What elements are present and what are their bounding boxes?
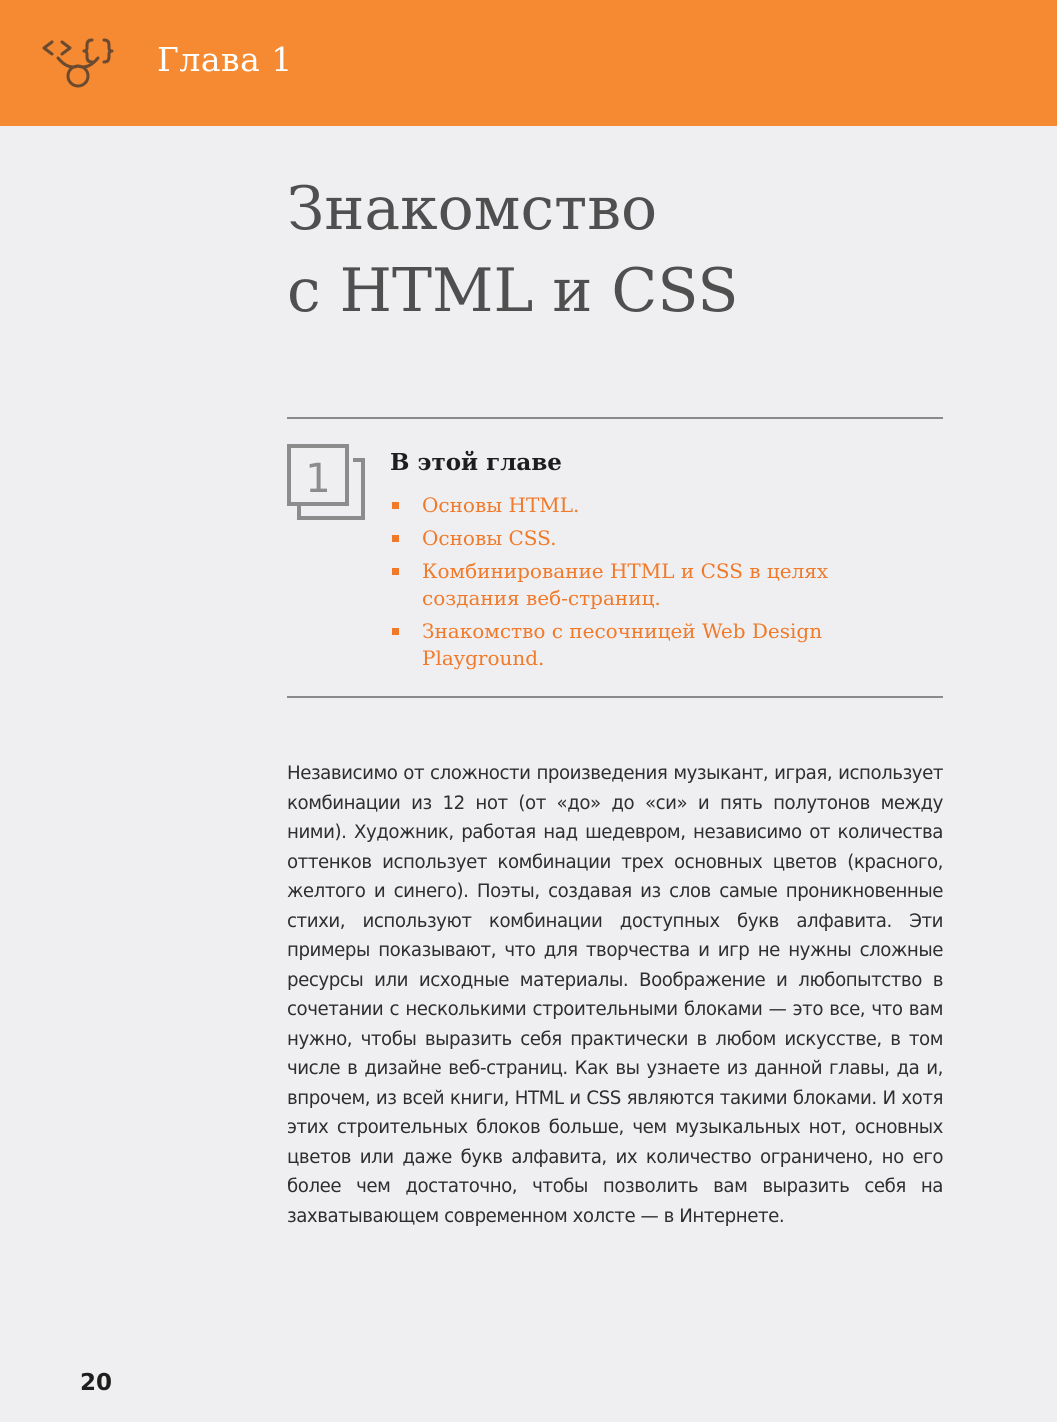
list-item: Знакомство с песочницей Web Design Playground. (390, 618, 910, 672)
chapter-number-icon (287, 442, 367, 522)
list-item: Комбинирование HTML и CSS в целях создания веб-страниц. (390, 558, 910, 612)
intro-paragraph: Независимо от сложности произведения музыкант, играя, использует комбинации из 12 нот (от «до» до «си» и пять полутонов между ними). Художник, работая над шедевром, независимо от количества оттенков использует комбинации трех основных цветов (красного, желтого и синего). Поэты, создавая из слов самые проникновенные стихи, используют комбинации доступных букв алфавита. Эти примеры показывают, что для творчества и игр не нужны сложные ресурсы или исходные материалы. Воображение и любопытство в сочетании с несколькими строительными блоками — это все, что вам нужно, чтобы выразить себя практически в любом искусстве, в том числе в дизайне веб-страниц. Как вы узнаете из данной главы, да и, впрочем, из всей книги, HTML и CSS являются такими блоками. И хотя этих строительных блоков больше, чем музыкальных нот, основных цветов или даже букв алфавита, их количество ограничено, но его более чем достаточно, чтобы позволить вам выразить себя на захватывающем современном холсте — в Интернете. (287, 763, 943, 1227)
list-item: Основы CSS. (390, 525, 910, 552)
in-this-chapter-heading: В этой главе (390, 449, 562, 476)
chapter-title (287, 168, 967, 332)
list-item: Основы HTML. (390, 492, 910, 519)
chapter-title-line-2: с HTML и CSS (287, 256, 739, 326)
chapter-topics-list (390, 492, 910, 678)
code-braces-icon (40, 36, 120, 92)
chapter-header-bar (0, 0, 1057, 126)
chapter-label: Глава 1 (157, 40, 293, 79)
box-bottom-divider (287, 696, 943, 698)
chapter-number: 1 (305, 456, 331, 502)
box-top-divider (287, 417, 943, 419)
page-number: 20 (80, 1370, 113, 1396)
chapter-title-line-1: Знакомство (287, 174, 658, 244)
